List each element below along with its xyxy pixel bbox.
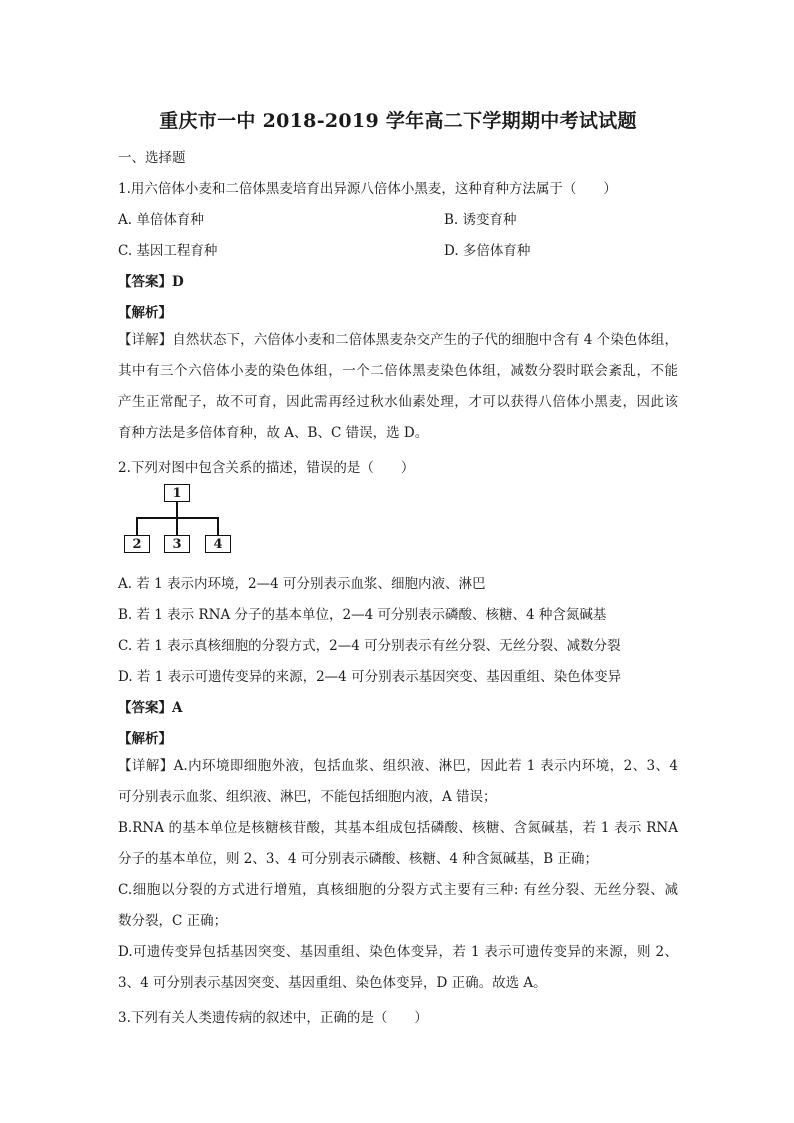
diagram-box-2: 2 bbox=[124, 535, 150, 553]
diagram-connector bbox=[176, 517, 178, 535]
explanation-line: 育种方法是多倍体育种，故 A、B、C 错误，选 D。 bbox=[118, 425, 429, 441]
question-1-analysis-label: 【解析】 bbox=[118, 305, 172, 321]
diagram-connector bbox=[217, 517, 219, 535]
question-1-option-d: D. 多倍体育种 bbox=[444, 243, 531, 259]
inclusion-diagram bbox=[132, 482, 242, 560]
question-2-option-b: B. 若 1 表示 RNA 分子的基本单位，2—4 可分别表示磷酸、核糖、4 种含氮碱基 bbox=[118, 607, 607, 623]
explanation-line: 产生正常配子，故不可育，因此需再经过秋水仙素处理，才可以获得八倍体小黑麦，因此该 bbox=[118, 394, 678, 410]
question-1-stem: 1.用六倍体小麦和二倍体黑麦培育出异源八倍体小黑麦，这种育种方法属于（ ） bbox=[118, 181, 617, 197]
diagram-box-1: 1 bbox=[164, 484, 190, 502]
explanation-line: 数分裂，C 正确； bbox=[118, 913, 228, 929]
explanation-line: 【详解】A.内环境即细胞外液，包括血浆、组织液、淋巴，因此若 1 表示内环境，2、3、4 bbox=[118, 758, 678, 774]
explanation-line: D.可遗传变异包括基因突变、基因重组、染色体变异，若 1 表示可遗传变异的来源，则 2、 bbox=[118, 944, 678, 960]
question-1-option-c: C. 基因工程育种 bbox=[118, 243, 218, 259]
question-2-analysis-label: 【解析】 bbox=[118, 731, 172, 747]
diagram-box-3: 3 bbox=[164, 535, 190, 553]
question-2-option-a: A. 若 1 表示内环境，2—4 可分别表示血浆、细胞内液、淋巴 bbox=[118, 576, 486, 592]
explanation-line: 其中有三个六倍体小麦的染色体组，一个二倍体黑麦染色体组，减数分裂时联会紊乱，不能 bbox=[118, 363, 678, 379]
explanation-line: 可分别表示血浆、组织液、淋巴，不能包括细胞内液，A 错误； bbox=[118, 789, 497, 805]
question-2-stem: 2.下列对图中包含关系的描述，错误的是（ ） bbox=[118, 460, 415, 476]
explanation-line: B.RNA 的基本单位是核糖核苷酸，其基本组成包括磷酸、核糖、含氮碱基，若 1 表示 RNA bbox=[118, 820, 678, 836]
question-1-explanation bbox=[118, 325, 678, 449]
question-2-option-d: D. 若 1 表示可遗传变异的来源，2—4 可分别表示基因突变、基因重组、染色体变异 bbox=[118, 669, 622, 685]
diagram-connector bbox=[176, 502, 178, 518]
explanation-line: 3、4 可分别表示基因突变、基因重组、染色体变异，D 正确。故选 A。 bbox=[118, 975, 547, 991]
explanation-line: C.细胞以分裂的方式进行增殖，真核细胞的分裂方式主要有三种: 有丝分裂、无丝分裂、减 bbox=[118, 882, 678, 898]
diagram-connector bbox=[136, 517, 138, 535]
question-2-explanation bbox=[118, 751, 678, 999]
question-1-option-b: B. 诱变育种 bbox=[444, 212, 517, 228]
explanation-line: 分子的基本单位，则 2、3、4 可分别表示磷酸、核糖、4 种含氮碱基，B 正确； bbox=[118, 851, 598, 867]
diagram-box-4: 4 bbox=[205, 535, 231, 553]
question-1-answer: 【答案】D bbox=[118, 274, 184, 290]
page-title: 重庆市一中 2018-2019 学年高二下学期期中考试试题 bbox=[159, 110, 637, 132]
section-heading: 一、选择题 bbox=[118, 150, 186, 166]
explanation-line: 【详解】自然状态下，六倍体小麦和二倍体黑麦杂交产生的子代的细胞中含有 4 个染色体组， bbox=[118, 332, 678, 348]
question-2-option-c: C. 若 1 表示真核细胞的分裂方式，2—4 可分别表示有丝分裂、无丝分裂、减数分裂 bbox=[118, 638, 621, 654]
question-2-answer: 【答案】A bbox=[118, 700, 183, 716]
question-3-stem: 3.下列有关人类遗传病的叙述中，正确的是（ ） bbox=[118, 1010, 428, 1026]
question-1-option-a: A. 单倍体育种 bbox=[118, 212, 204, 228]
